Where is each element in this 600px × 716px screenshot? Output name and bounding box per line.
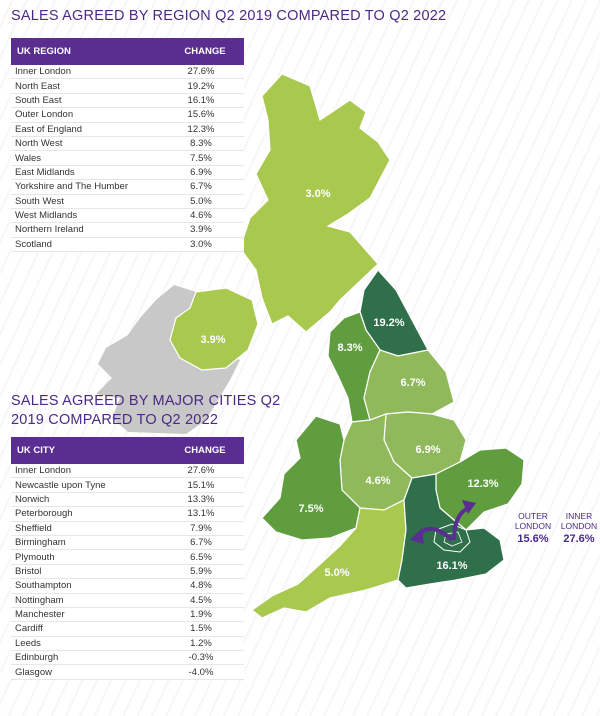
table-row: [11, 521, 244, 535]
label-south-east: 16.1%: [436, 560, 468, 572]
row-change: 5.9%: [166, 564, 244, 578]
inner-london-label-2: LONDON: [560, 521, 598, 531]
row-name: East Midlands: [11, 165, 166, 179]
table-row: [11, 79, 244, 93]
table-row: [11, 136, 244, 150]
col-uk-region: UK REGION: [11, 38, 166, 65]
row-name: Peterborough: [11, 507, 166, 521]
city-table-header: [11, 437, 244, 464]
row-name: Northern Ireland: [11, 223, 166, 237]
table-row: [11, 122, 244, 136]
row-name: Nottingham: [11, 593, 166, 607]
row-change: 1.9%: [166, 607, 244, 621]
row-name: West Midlands: [11, 208, 166, 222]
row-name: Scotland: [11, 237, 166, 251]
outer-london-value: 15.6%: [517, 533, 549, 545]
row-change: 6.9%: [166, 165, 244, 179]
row-name: Bristol: [11, 564, 166, 578]
table-row: [11, 165, 244, 179]
row-change: 4.6%: [166, 208, 244, 222]
label-yorkshire: 6.7%: [400, 377, 426, 389]
outer-london-label-2: LONDON: [514, 521, 552, 531]
table-row: [11, 651, 244, 665]
label-northern-ireland: 3.9%: [200, 334, 226, 346]
row-name: Wales: [11, 151, 166, 165]
region-table: [11, 38, 244, 252]
table-row: [11, 194, 244, 208]
row-change: 8.3%: [166, 136, 244, 150]
label-east-of-england: 12.3%: [467, 478, 499, 490]
table-row: [11, 464, 244, 478]
table-row: [11, 507, 244, 521]
row-change: 13.1%: [166, 507, 244, 521]
row-name: North West: [11, 136, 166, 150]
table-row: [11, 622, 244, 636]
row-change: 1.5%: [166, 622, 244, 636]
table-row: [11, 665, 244, 679]
label-north-west: 8.3%: [337, 342, 363, 354]
label-west-midlands: 4.6%: [365, 475, 391, 487]
table-row: [11, 564, 244, 578]
row-change: -4.0%: [166, 665, 244, 679]
inner-london-label-1: INNER: [565, 511, 593, 521]
row-change: 13.3%: [166, 492, 244, 506]
row-name: Plymouth: [11, 550, 166, 564]
row-name: South East: [11, 93, 166, 107]
row-change: 15.6%: [166, 108, 244, 122]
outer-london-label-1: OUTER: [518, 511, 548, 521]
table-row: [11, 237, 244, 251]
row-name: South West: [11, 194, 166, 208]
row-name: Manchester: [11, 607, 166, 621]
row-change: 5.0%: [166, 194, 244, 208]
row-change: 27.6%: [166, 464, 244, 478]
row-change: 15.1%: [166, 478, 244, 492]
table-row: [11, 478, 244, 492]
label-north-east: 19.2%: [373, 317, 405, 329]
row-name: Newcastle upon Tyne: [11, 478, 166, 492]
table-row: [11, 636, 244, 650]
row-name: Inner London: [11, 65, 166, 79]
table-row: [11, 550, 244, 564]
region-section-title: SALES AGREED BY REGION Q2 2019 COMPARED TO Q2 2022: [11, 8, 447, 24]
row-name: Birmingham: [11, 535, 166, 549]
table-row: [11, 579, 244, 593]
table-row: [11, 593, 244, 607]
row-change: 4.8%: [166, 579, 244, 593]
table-row: [11, 65, 244, 79]
table-row: [11, 108, 244, 122]
row-change: 3.0%: [166, 237, 244, 251]
label-south-west: 5.0%: [324, 567, 350, 579]
row-change: 4.5%: [166, 593, 244, 607]
row-name: Norwich: [11, 492, 166, 506]
row-change: 3.9%: [166, 223, 244, 237]
row-change: 7.5%: [166, 151, 244, 165]
table-row: [11, 492, 244, 506]
region-table-body: [11, 65, 244, 252]
region-table-header: [11, 38, 244, 65]
table-row: [11, 93, 244, 107]
row-change: 12.3%: [166, 122, 244, 136]
row-change: 16.1%: [166, 93, 244, 107]
table-row: [11, 151, 244, 165]
row-change: 27.6%: [166, 65, 244, 79]
label-wales: 7.5%: [298, 503, 324, 515]
row-name: Yorkshire and The Humber: [11, 180, 166, 194]
row-change: 7.9%: [166, 521, 244, 535]
col-change: CHANGE: [166, 38, 244, 65]
row-change: 6.5%: [166, 550, 244, 564]
row-change: 6.7%: [166, 535, 244, 549]
table-row: [11, 223, 244, 237]
row-name: Leeds: [11, 636, 166, 650]
row-name: Edinburgh: [11, 651, 166, 665]
row-name: Cardiff: [11, 622, 166, 636]
row-name: Sheffield: [11, 521, 166, 535]
table-row: [11, 607, 244, 621]
table-row: [11, 208, 244, 222]
inner-london-value: 27.6%: [563, 533, 595, 545]
col-uk-city: UK CITY: [11, 437, 166, 464]
row-change: 1.2%: [166, 636, 244, 650]
row-change: 6.7%: [166, 180, 244, 194]
table-row: [11, 535, 244, 549]
row-name: Outer London: [11, 108, 166, 122]
table-row: [11, 180, 244, 194]
row-name: Southampton: [11, 579, 166, 593]
row-name: North East: [11, 79, 166, 93]
row-change: 19.2%: [166, 79, 244, 93]
col-change: CHANGE: [166, 437, 244, 464]
city-table-body: [11, 464, 244, 679]
city-table: [11, 437, 244, 680]
row-name: Inner London: [11, 464, 166, 478]
city-section-title: SALES AGREED BY MAJOR CITIES Q2 2019 COMPARED TO Q2 2022: [11, 393, 281, 428]
label-east-midlands: 6.9%: [415, 444, 441, 456]
row-change: -0.3%: [166, 651, 244, 665]
row-name: Glasgow: [11, 665, 166, 679]
label-scotland: 3.0%: [305, 188, 331, 200]
row-name: East of England: [11, 122, 166, 136]
